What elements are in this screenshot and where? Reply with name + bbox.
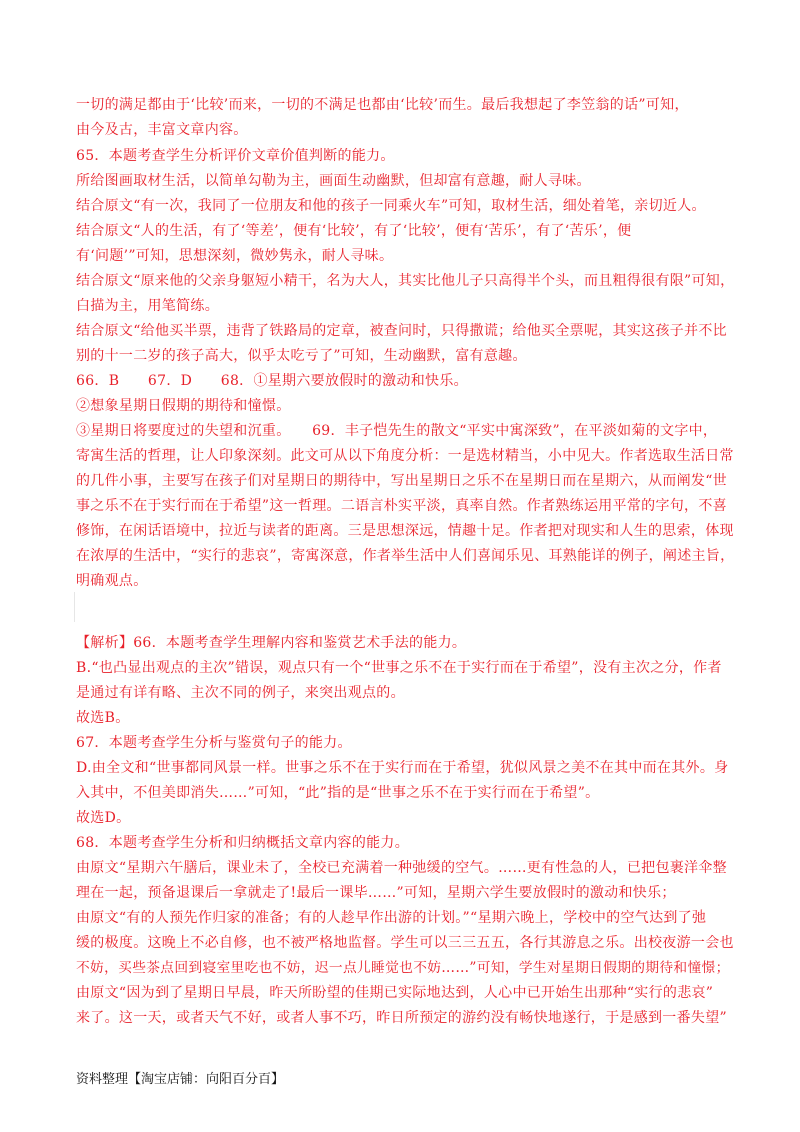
section-divider — [74, 592, 75, 622]
explanation-line: 入其中，不但美即消失……”可知，“此”指的是“世事之乐不在于实行而在于希望”。 — [76, 785, 600, 801]
explanation-line: 缓的极度。这晚上不必自修，也不被严格地监督。学生可以三三五五，各行其游息之乐。出校夜游一会也 — [76, 935, 734, 951]
explanation-line: 理在一起，预备退课后一拿就走了!最后一课毕……”可知，星期六学生要放假时的激动和快乐； — [76, 885, 676, 901]
answer-key-line: ③星期日将要度过的失望和沉重。 69．丰子恺先生的散文“平实中寓深致”，在平淡如菊的文字中， — [76, 423, 718, 439]
explanation-line: B.“也凸显出观点的主次”错误，观点只有一个“世事之乐不在于实行而在于希望”，没有主次之分，作者 — [76, 660, 722, 676]
explanation-line: 来了。这一天，或者天气不好，或者人事不巧，昨日所预定的游约没有畅快地遂行，于是感到一番失望” — [76, 1010, 727, 1026]
analysis-line: 所给图画取材生活，以简单勾勒为主，画面生动幽默，但却富有意趣，耐人寻味。 — [76, 173, 591, 189]
explanation-line: 不妨，买些茶点回到寝室里吃也不妨，迟一点儿睡觉也不妨……”可知，学生对星期日假期的期待和憧憬； — [76, 960, 730, 976]
question-65-heading: 65．本题考查学生分析评价文章价值判断的能力。 — [76, 148, 395, 164]
analysis-line: 有‘问题’”可知，思想深刻，微妙隽永，耐人寻味。 — [76, 248, 394, 264]
explanation-line: 是通过有详有略、主次不同的例子，来突出观点的。 — [76, 685, 405, 701]
analysis-line: 别的十一二岁的孩子高大，似乎太吃亏了”可知，生动幽默，富有意趣。 — [76, 348, 527, 364]
question-67-heading: 67．本题考查学生分析与鉴赏句子的能力。 — [76, 735, 352, 751]
analysis-line: 结合原文“人的生活，有了‘等差’，便有‘比较’，有了‘比较’，便有‘苦乐’，有了‘苦乐’，便 — [76, 223, 632, 239]
explanation-line: 由原文“星期六午膳后，课业未了，全校已充满着一种弛缓的空气。……更有性急的人，已把包裹洋伞整 — [76, 860, 727, 876]
explanation-line: 故选B。 — [76, 710, 130, 726]
analysis-line: 明确观点。 — [76, 573, 148, 589]
explanation-line: D.由全文和“世事都同风景一样。世事之乐不在于实行而在于希望，犹似风景之美不在其中而在其外。身 — [76, 760, 729, 776]
explanation-heading: 【解析】66．本题考查学生理解内容和鉴赏艺术手法的能力。 — [76, 635, 467, 651]
analysis-line: 结合原文“给他买半票，违背了铁路局的定章，被查问时，只得撒谎；给他买全票呢，其实这孩子并不比 — [76, 323, 727, 339]
analysis-line: 白描为主，用笔简练。 — [76, 298, 219, 314]
analysis-line: 寄寓生活的哲理，让人印象深刻。此文可从以下角度分析：一是选材精当，小中见大。作者选取生活日常 — [76, 448, 734, 464]
page-footer: 资料整理【淘宝店铺：向阳百分百】 — [76, 1072, 285, 1087]
explanation-line: 由原文“有的人预先作归家的准备；有的人趁早作出游的计划。”“星期六晚上，学校中的空气达到了弛 — [76, 910, 707, 926]
analysis-line: 修饰，在闲话语境中，拉近与读者的距离。三是思想深远，情趣十足。作者把对现实和人生的思索，体现 — [76, 523, 734, 539]
question-68-heading: 68．本题考查学生分析和归纳概括文章内容的能力。 — [76, 835, 410, 851]
explanation-line: 故选D。 — [76, 810, 131, 826]
analysis-line: 结合原文“有一次，我同了一位朋友和他的孩子一同乘火车”可知，取材生活，细处着笔，亲切近人。 — [76, 198, 706, 214]
analysis-line: 事之乐不在于实行而在于希望”这一哲理。二语言朴实平淡，真率自然。作者熟练运用平常的字句，不喜 — [76, 498, 727, 514]
analysis-line: 的几件小事，主要写在孩子们对星期日的期待中，写出星期日之乐不在星期日而在星期六，从而阐发“世 — [76, 473, 727, 489]
answer-key-line: ②想象星期日假期的期待和憧憬。 — [76, 398, 291, 414]
analysis-line: 在浓厚的生活中，“实行的悲哀”，寄寓深意，作者举生活中人们喜闻乐见、耳熟能详的例子，阐述主旨， — [76, 548, 735, 564]
explanation-line: 由原文“因为到了星期日早晨，昨天所盼望的佳期已实际地达到，人心中已开始生出那种“实行的悲哀” — [76, 985, 714, 1001]
analysis-line: 结合原文“原来他的父亲身躯短小精干，名为大人，其实比他儿子只高得半个头，而且粗得很有限”可知， — [76, 273, 735, 289]
analysis-line: 由今及古，丰富文章内容。 — [76, 122, 248, 138]
analysis-line: 一切的满足都由于‘比较’而来，一切的不满足也都由‘比较’而生。最后我想起了李笠翁的话”可知， — [76, 97, 689, 113]
answer-key-line: 66．B 67．D 68．①星期六要放假时的激动和快乐。 — [76, 373, 468, 389]
